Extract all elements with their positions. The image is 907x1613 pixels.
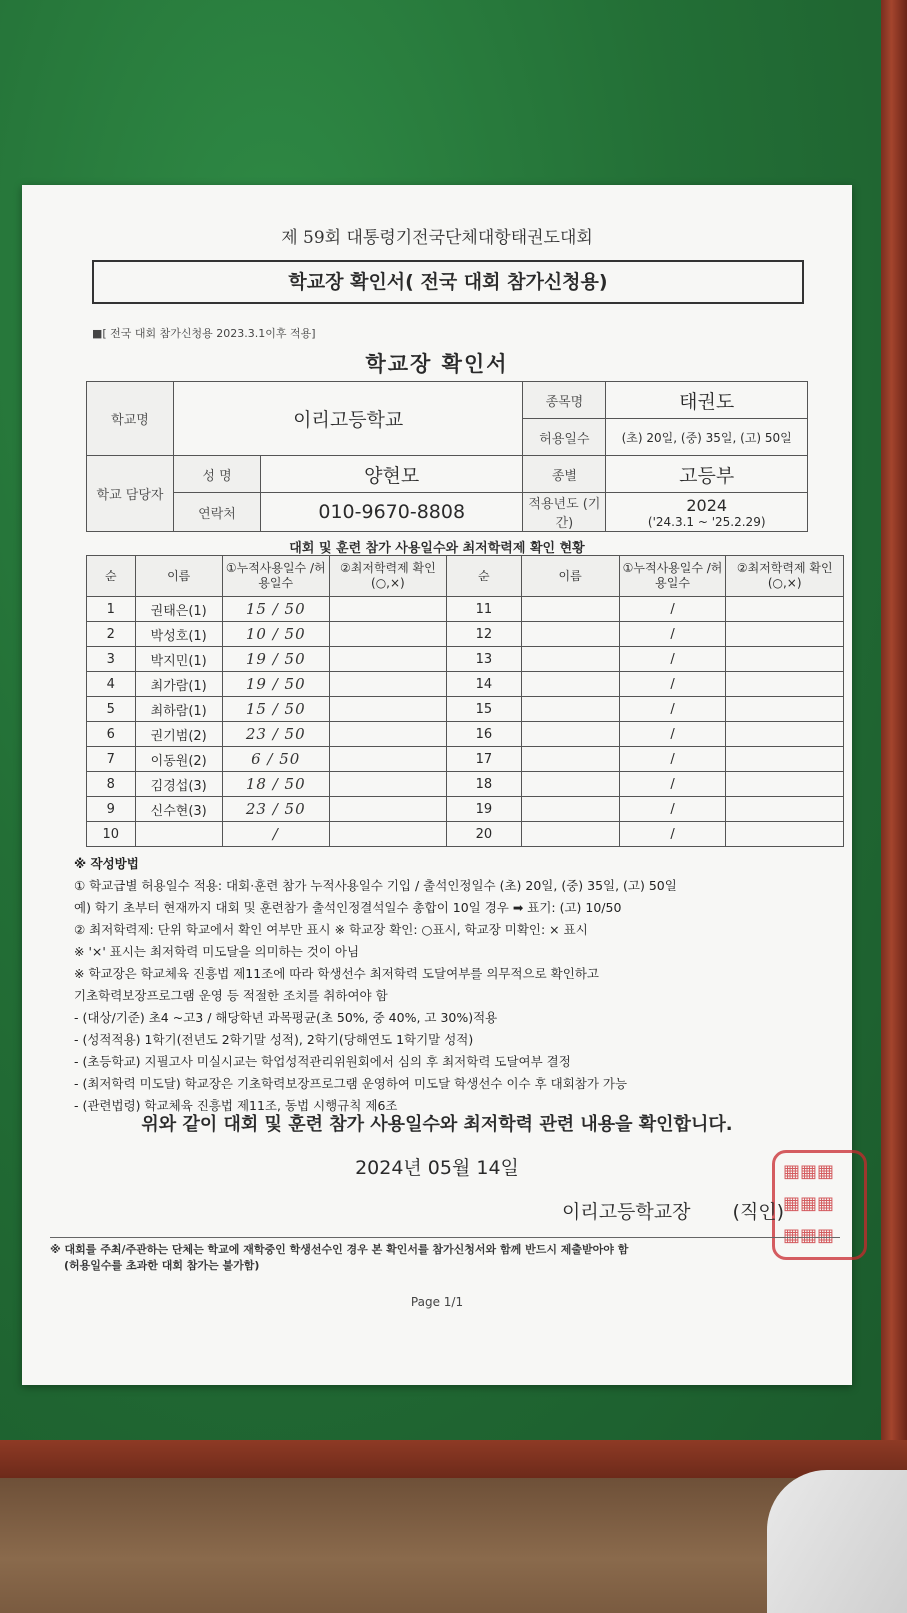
row-name: 최하람(1) (135, 697, 222, 722)
header-academic-left: ②최저학력제 확인(○,×) (329, 556, 447, 597)
row-days: / (619, 697, 726, 722)
page-number: Page 1/1 (410, 1295, 464, 1309)
header-no-left: 순 (87, 556, 136, 597)
table-row (87, 747, 844, 772)
row-name (521, 647, 619, 672)
row-name: 최가람(1) (135, 672, 222, 697)
header-no-right: 순 (447, 556, 521, 597)
manager-label: 학교 담당자 (87, 456, 174, 532)
application-notice: ■[ 전국 대회 참가신청용 2023.3.1이후 적용] (92, 327, 316, 340)
event-label: 종목명 (523, 382, 606, 419)
year-value: 2024 (686, 495, 728, 515)
row-academic (726, 722, 844, 747)
row-academic (329, 647, 447, 672)
roster-title: 대회 및 훈련 참가 사용일수와 최저학력제 확인 현황 (289, 541, 585, 556)
row-academic (726, 822, 844, 847)
row-academic (726, 597, 844, 622)
note-line: 예) 학기 초부터 현재까지 대회 및 훈련참가 출석인정결석일수 총합이 10일 경우 ➡ 표기: (고) 10/50 (74, 900, 622, 915)
row-name (521, 797, 619, 822)
row-name (521, 822, 619, 847)
row-name: 신수현(3) (135, 797, 222, 822)
row-academic (329, 822, 447, 847)
contact-value: 010-9670-8808 (261, 493, 523, 532)
table-row (87, 772, 844, 797)
footer-note-line: (허용일수를 초과한 대회 참가는 불가함) (64, 1259, 260, 1272)
row-no: 17 (447, 747, 521, 772)
row-academic (329, 697, 447, 722)
row-days: / (222, 822, 329, 847)
table-row (87, 622, 844, 647)
row-days: 18 / 50 (222, 772, 329, 797)
category-label: 종별 (523, 456, 606, 493)
footer-note-line: ※ 대회를 주최/주관하는 단체는 학교에 재학중인 학생선수인 경우 본 확인서를 참가신청서와 함께 반드시 제출받아야 함 (50, 1243, 629, 1256)
row-no: 5 (87, 697, 136, 722)
instructions (74, 853, 677, 1117)
row-days: / (619, 822, 726, 847)
note-line: ① 학교급별 허용일수 적용: 대회·훈련 참가 누적사용일수 기입 / 출석인정일수 (초) 20일, (중) 35일, (고) 50일 (74, 878, 677, 893)
row-days: / (619, 597, 726, 622)
row-no: 3 (87, 647, 136, 672)
white-cloth (767, 1470, 907, 1613)
seal-pattern: ▦▦▦ (783, 1161, 835, 1182)
form-title: 학교장 확인서 (365, 352, 509, 376)
row-no: 14 (447, 672, 521, 697)
wood-frame-bottom (0, 1440, 907, 1478)
event-value: 태권도 (606, 382, 808, 419)
school-info-table (86, 381, 808, 532)
year-cell (606, 493, 808, 532)
row-days: 19 / 50 (222, 672, 329, 697)
row-name (521, 622, 619, 647)
row-academic (726, 647, 844, 672)
table-row (87, 697, 844, 722)
table-row (87, 647, 844, 672)
row-academic (726, 747, 844, 772)
row-academic (329, 772, 447, 797)
row-name: 김경섭(3) (135, 772, 222, 797)
note-line: - (성적적용) 1학기(전년도 2학기말 성적), 2학기(당해연도 1학기말 성적) (74, 1032, 474, 1047)
row-no: 1 (87, 597, 136, 622)
row-days: 6 / 50 (222, 747, 329, 772)
principal-name: 이리고등학교장 (562, 1201, 691, 1223)
allowed-days-label: 허용일수 (523, 419, 606, 456)
header-name-left: 이름 (135, 556, 222, 597)
note-line: - (관련법령) 학교체육 진흥법 제11조, 동법 시행규칙 제6조 (74, 1098, 398, 1113)
row-no: 10 (87, 822, 136, 847)
school-value: 이리고등학교 (174, 382, 523, 456)
row-name (521, 672, 619, 697)
row-no: 18 (447, 772, 521, 797)
wood-frame-right (881, 0, 907, 1440)
seal-pattern: ▦▦▦ (783, 1193, 835, 1214)
issue-date: 2024년 05월 14일 (355, 1157, 519, 1179)
note-line: ※ 학교장은 학교체육 진흥법 제11조에 따라 학생선수 최저학력 도달여부를 의무적으로 확인하고 (74, 966, 599, 981)
row-name: 박성호(1) (135, 622, 222, 647)
name-value: 양현모 (261, 456, 523, 493)
principal-signature (562, 1197, 784, 1224)
header-name-right: 이름 (521, 556, 619, 597)
note-line: 기초학력보장프로그램 운영 등 적절한 조치를 취하여야 함 (74, 988, 388, 1003)
row-days: 23 / 50 (222, 797, 329, 822)
row-no: 16 (447, 722, 521, 747)
row-days: / (619, 647, 726, 672)
allowed-days-value: (초) 20일, (중) 35일, (고) 50일 (606, 419, 808, 456)
row-academic (329, 797, 447, 822)
row-no: 15 (447, 697, 521, 722)
header-days-right: ①누적사용일수 /허용일수 (619, 556, 726, 597)
row-name (521, 747, 619, 772)
row-no: 4 (87, 672, 136, 697)
note-line: - (초등학교) 지필고사 미실시교는 학업성적관리위원회에서 심의 후 최저학력 도달여부 결정 (74, 1054, 571, 1069)
period-value: ('24.3.1 ~ '25.2.29) (647, 514, 766, 529)
row-academic (726, 672, 844, 697)
table-row (87, 597, 844, 622)
row-academic (726, 797, 844, 822)
row-academic (329, 672, 447, 697)
row-days: 23 / 50 (222, 722, 329, 747)
row-name (135, 822, 222, 847)
row-academic (329, 597, 447, 622)
row-academic (726, 697, 844, 722)
row-no: 19 (447, 797, 521, 822)
category-value: 고등부 (606, 456, 808, 493)
table-row (87, 822, 844, 847)
row-days: / (619, 672, 726, 697)
row-name (521, 597, 619, 622)
row-academic (726, 772, 844, 797)
row-name (521, 722, 619, 747)
row-days: 10 / 50 (222, 622, 329, 647)
confirmation-statement: 위와 같이 대회 및 훈련 참가 사용일수와 최저학력 관련 내용을 확인합니다. (141, 1114, 733, 1135)
roster-header-row (87, 556, 844, 597)
row-days: 15 / 50 (222, 597, 329, 622)
row-name (521, 772, 619, 797)
row-days: / (619, 622, 726, 647)
row-academic (329, 622, 447, 647)
row-no: 7 (87, 747, 136, 772)
note-line: - (최저학력 미도달) 학교장은 기초학력보장프로그램 운영하여 미도달 학생선수 이수 후 대회참가 가능 (74, 1076, 628, 1091)
row-days: / (619, 722, 726, 747)
row-no: 20 (447, 822, 521, 847)
note-line: ② 최저학력제: 단위 학교에서 확인 여부만 표시 ※ 학교장 확인: ○표시, 학교장 미확인: × 표시 (74, 922, 588, 937)
row-name (521, 697, 619, 722)
row-academic (329, 747, 447, 772)
table-row (87, 722, 844, 747)
row-name: 권태은(1) (135, 597, 222, 622)
row-academic (726, 622, 844, 647)
document-paper (22, 185, 852, 1385)
row-academic (329, 722, 447, 747)
row-no: 13 (447, 647, 521, 672)
header-academic-right: ②최저학력제 확인(○,×) (726, 556, 844, 597)
note-line: - (대상/기준) 초4 ~고3 / 해당학년 과목평균(초 50%, 중 40%, 고 30%)적용 (74, 1010, 498, 1025)
row-days: 15 / 50 (222, 697, 329, 722)
row-no: 8 (87, 772, 136, 797)
row-no: 9 (87, 797, 136, 822)
name-label: 성 명 (174, 456, 261, 493)
row-days: / (619, 772, 726, 797)
row-days: / (619, 797, 726, 822)
row-name: 박지민(1) (135, 647, 222, 672)
roster-table (86, 555, 844, 847)
row-no: 12 (447, 622, 521, 647)
row-no: 2 (87, 622, 136, 647)
seal-pattern: ▦▦▦ (783, 1225, 835, 1246)
school-label: 학교명 (87, 382, 174, 456)
document-title: 학교장 확인서( 전국 대회 참가신청용) (92, 260, 804, 304)
row-no: 11 (447, 597, 521, 622)
table-row (87, 672, 844, 697)
seal-label: (직인) (732, 1201, 785, 1223)
table-row (87, 797, 844, 822)
row-days: / (619, 747, 726, 772)
row-name: 이동원(2) (135, 747, 222, 772)
event-title: 제 59회 대통령기전국단체대항태권도대회 (281, 228, 593, 248)
year-label: 적용년도 (기간) (523, 493, 606, 532)
contact-label: 연락처 (174, 493, 261, 532)
footer-note (50, 1237, 840, 1274)
note-line: ※ 작성방법 (74, 856, 139, 871)
note-line: ※ '×' 표시는 최저학력 미도달을 의미하는 것이 아님 (74, 944, 360, 959)
header-days-left: ①누적사용일수 /허용일수 (222, 556, 329, 597)
row-no: 6 (87, 722, 136, 747)
row-name: 권기범(2) (135, 722, 222, 747)
row-days: 19 / 50 (222, 647, 329, 672)
